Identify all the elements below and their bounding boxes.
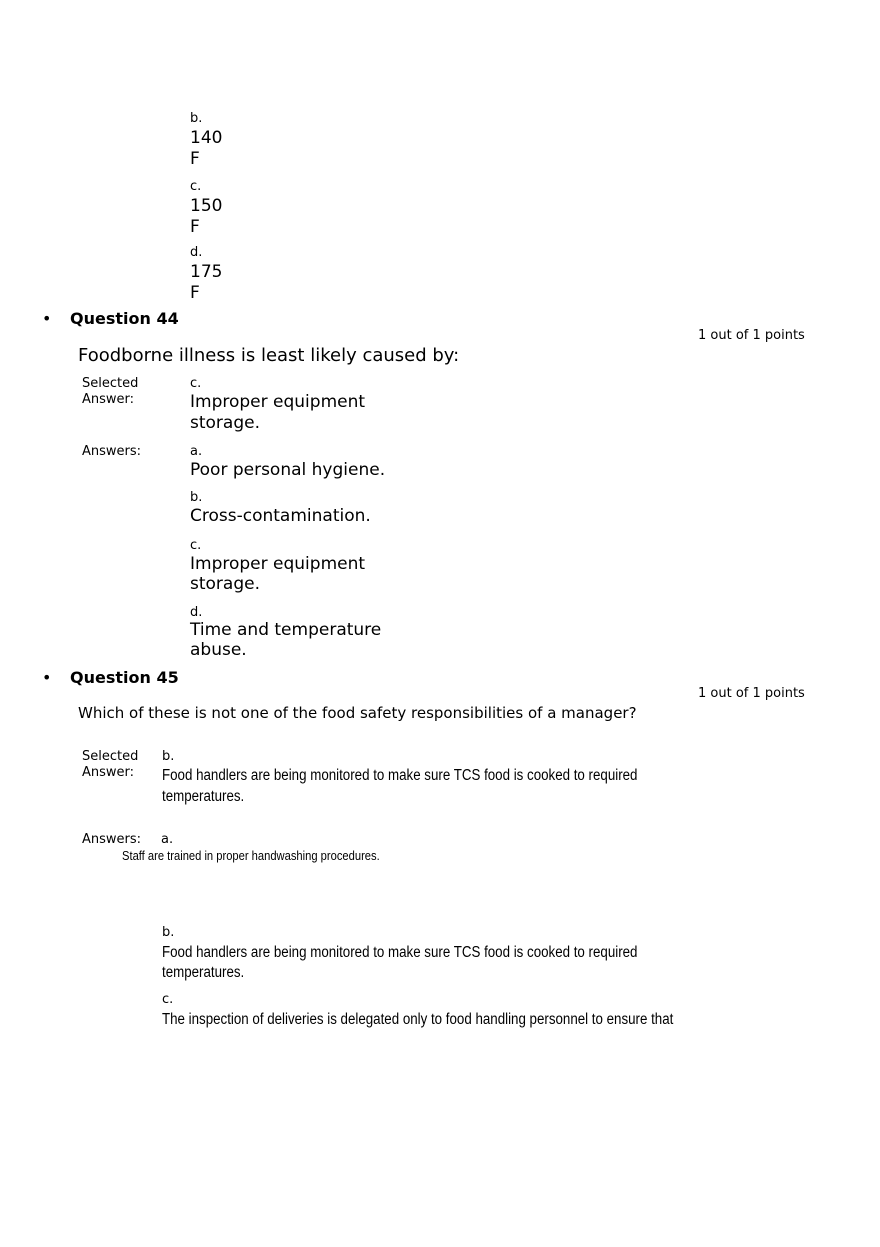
answer-letter: a. [161, 832, 174, 847]
question-points: 1 out of 1 points [698, 686, 805, 701]
answer-letter: c. [162, 992, 174, 1007]
answer-letter: c. [190, 179, 202, 194]
answer-unit: F [190, 149, 200, 169]
selected-answer-line: storage. [190, 413, 260, 433]
selected-answer-line: temperatures. [162, 788, 245, 805]
answer-letter: a. [190, 444, 203, 459]
answer-text: Poor personal hygiene. [190, 460, 386, 480]
answer-unit: F [190, 283, 200, 303]
selected-answer-line: Food handlers are being monitored to make sure TCS food is cooked to required [162, 767, 638, 784]
question-text: Which of these is not one of the food safety responsibilities of a manager? [78, 704, 637, 722]
question-points: 1 out of 1 points [698, 328, 805, 343]
selected-letter: b. [162, 749, 175, 764]
answer-text: storage. [190, 574, 260, 594]
answers-label: Answers: [82, 444, 142, 459]
selected-label-2: Answer: [82, 765, 135, 780]
answer-value: 175 [190, 262, 223, 282]
question-title: Question 44 [70, 309, 179, 328]
selected-letter: c. [190, 376, 202, 391]
answer-letter: b. [162, 925, 175, 940]
selected-label: Selected [82, 749, 139, 764]
question-title: Question 45 [70, 668, 179, 687]
answer-letter: d. [190, 245, 203, 260]
answer-value: 150 [190, 196, 223, 216]
answer-text: Time and temperature [190, 620, 382, 640]
answer-text: Food handlers are being monitored to make sure TCS food is cooked to required [162, 944, 638, 961]
answer-letter: b. [190, 111, 203, 126]
selected-label-2: Answer: [82, 392, 135, 407]
selected-answer-line: Improper equipment [190, 392, 366, 412]
bullet: • [42, 668, 52, 687]
answer-text: Staff are trained in proper handwashing procedures. [122, 848, 380, 863]
answer-text: temperatures. [162, 964, 245, 981]
question-text: Foodborne illness is least likely caused by: [78, 345, 460, 366]
answer-text: Improper equipment [190, 554, 366, 574]
answer-value: 140 [190, 128, 223, 148]
answer-text: The inspection of deliveries is delegated only to food handling personnel to ensure that [162, 1011, 674, 1028]
selected-label: Selected [82, 376, 139, 391]
answers-label: Answers: [82, 832, 142, 847]
bullet: • [42, 309, 52, 328]
answer-letter: c. [190, 538, 202, 553]
answer-unit: F [190, 217, 200, 237]
answer-text: abuse. [190, 640, 247, 660]
answer-letter: b. [190, 490, 203, 505]
answer-text: Cross-contamination. [190, 506, 371, 526]
answer-letter: d. [190, 605, 203, 620]
